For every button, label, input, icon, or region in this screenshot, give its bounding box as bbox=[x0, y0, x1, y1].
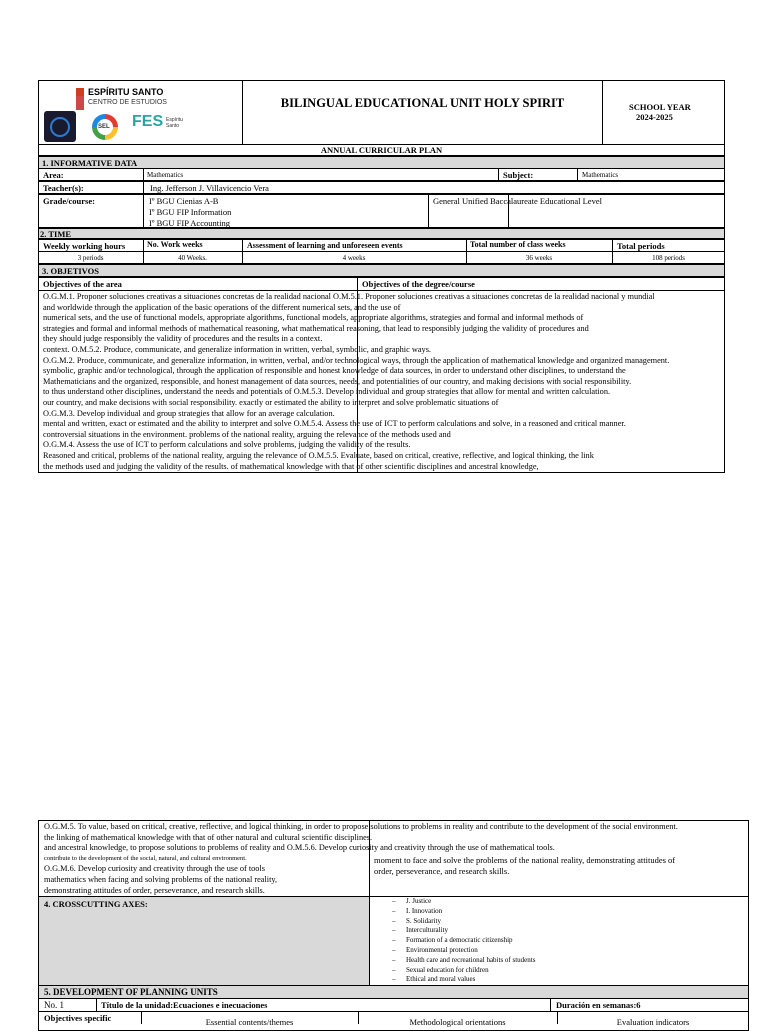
objective-line: context. O.M.5.2. Produce, communicate, and generalize information in written, verbal, symbolic, and graphic ways. bbox=[43, 344, 431, 354]
objective-line: and ancestral knowledge, to propose solutions to problems of reality and O.M.5.6. Develop curiosity and creativity through the use of mathematical tools. bbox=[44, 843, 555, 853]
crosscutting-title: 4. CROSSCUTTING AXES: bbox=[44, 899, 148, 909]
crosscutting-item: – Interculturality bbox=[392, 926, 535, 936]
time-header-weekly: Weekly working hours bbox=[43, 241, 126, 251]
objective-line: the linking of mathematical knowledge with that of other natural and cultural scientific disciplines. bbox=[44, 832, 373, 842]
unit-row-div-1 bbox=[96, 998, 97, 1012]
objective-line: our country, and make decisions with social responsibility. exactly or estimated the ability to interpret and solve problematic situations of bbox=[43, 397, 499, 407]
header-divider-1 bbox=[242, 80, 243, 145]
time-header-work-weeks: No. Work weeks bbox=[147, 240, 203, 249]
unit-row-div-2 bbox=[550, 998, 551, 1012]
school-year-label: SCHOOL YEAR bbox=[629, 102, 691, 112]
time-header-total-periods: Total periods bbox=[617, 241, 665, 251]
crosscutting-item: – Formation of a democratic citizenship bbox=[392, 936, 535, 946]
crosscutting-item: – Sexual education for children bbox=[392, 966, 535, 976]
crosscutting-list bbox=[392, 897, 535, 985]
teacher-row-div bbox=[143, 181, 144, 194]
section-time-header bbox=[38, 228, 725, 239]
time-value-total-periods: 108 periods bbox=[652, 254, 685, 262]
unit-col-objectives: Objectives specific bbox=[44, 1013, 112, 1023]
objective-line: and worldwide through the application of the basic operations of the different numerical sets, and the use of bbox=[43, 302, 401, 312]
school-name: BILINGUAL EDUCATIONAL UNIT HOLY SPIRIT bbox=[280, 96, 565, 110]
logo-name: ESPÍRITU SANTO bbox=[88, 87, 164, 97]
teacher-label: Teacher(s): bbox=[43, 183, 84, 193]
unit-col-contents: Essential contents/themes bbox=[205, 1017, 294, 1027]
time-row-separator bbox=[38, 251, 725, 252]
objective-line: they should judge responsibly the validity of procedures and the results in a context. bbox=[43, 334, 323, 344]
grade-row-div-1 bbox=[143, 194, 144, 228]
area-row-div-1 bbox=[143, 168, 144, 181]
grade-item-3: Iº BGU FIP Accounting bbox=[149, 218, 230, 228]
time-value-assessment: 4 weeks bbox=[342, 254, 366, 262]
grade-item-2: Iº BGU FIP Information bbox=[149, 207, 232, 217]
espiritu-badge bbox=[44, 111, 76, 142]
crosscutting-item: – S. Solidarity bbox=[392, 917, 535, 927]
unit-title: Título de la unidad:Ecuaciones e inecuaciones bbox=[101, 1000, 268, 1010]
objectives-col-area: Objectives of the area bbox=[43, 279, 122, 289]
time-header-assessment: Assessment of learning and unforeseen events bbox=[247, 241, 403, 250]
time-header-class-weeks: Total number of class weeks bbox=[470, 240, 566, 249]
area-label: Area: bbox=[43, 170, 64, 180]
section-objectives-title: 3. OBJETIVOS bbox=[42, 266, 99, 276]
objective-line: O.G.M.1. Proponer soluciones creativas a situaciones concretas de la realidad nacional O.M.5.1. Proponer soluciones creativas a situaciones concretas de la realidad nacional y mundial bbox=[43, 292, 655, 301]
crosscutting-col-div bbox=[369, 896, 370, 986]
fes-logo-text: FES bbox=[132, 113, 164, 130]
area-row-div-3 bbox=[577, 168, 578, 181]
section-planning-title: 5. DEVELOPMENT OF PLANNING UNITS bbox=[44, 987, 218, 997]
sel-logo-text: SEL bbox=[98, 124, 110, 130]
subject-value: Mathematics bbox=[582, 171, 619, 179]
teacher-row bbox=[38, 181, 725, 194]
grade-row-div-2 bbox=[428, 194, 429, 228]
grade-item-1: Iº BGU Cienias A-B bbox=[149, 196, 219, 206]
crosscutting-label-cell bbox=[39, 897, 369, 985]
header-divider-2 bbox=[602, 80, 603, 145]
crosscutting-item: – Health care and recreational habits of students bbox=[392, 956, 535, 966]
unit-number: No. 1 bbox=[44, 1000, 64, 1010]
area-value: Mathematics bbox=[147, 171, 184, 179]
teacher-value: Ing. Jefferson J. Villavicencio Vera bbox=[150, 183, 269, 193]
objective-line: O.G.M.6. Develop curiosity and creativity through the use of tools bbox=[44, 864, 265, 874]
objective-line: O.G.M.2. Produce, communicate, and generalize information, in written, verbal, and/or technological ways, through the application of mathematical knowledge and organized management. bbox=[43, 355, 670, 365]
fes-logo-subtitle: Espíritu Santo bbox=[166, 117, 183, 129]
objective-line: numerical sets, and the use of functional models, appropriate algorithms, functional models, appropriate algorithms, strategies and formal and informal methods of bbox=[43, 313, 584, 323]
objective-line: demonstrating attitudes of order, perseverance, and research skills. bbox=[44, 885, 265, 895]
time-value-work-weeks: 40 Weeks. bbox=[178, 254, 207, 262]
objectives-head-separator bbox=[38, 290, 725, 291]
plan-title: ANNUAL CURRICULAR PLAN bbox=[320, 145, 443, 155]
area-row bbox=[38, 168, 725, 181]
objective-line: O.G.M.3. Develop individual and group strategies that allow for an average calculation. bbox=[43, 408, 335, 418]
crosscutting-item: – Environmental protection bbox=[392, 946, 535, 956]
sel-logo bbox=[92, 114, 118, 140]
objective-line: controversial situations in the environment. problems of the national reality, arguing the relevance of the methods used and bbox=[43, 429, 451, 439]
logo-subtitle: CENTRO DE ESTUDIOS bbox=[88, 99, 167, 106]
school-logo bbox=[44, 84, 234, 142]
time-value-class-weeks: 36 weeks bbox=[525, 254, 553, 262]
crosscutting-item: – I. Innovation bbox=[392, 907, 535, 917]
objective-line: contribute to the development of the social, natural, and cultural environment. bbox=[44, 854, 247, 862]
objective-line: O.G.M.5. To value, based on critical, creative, reflective, and logical thinking, in order to propose solutions to problems in reality and contribute to the development of the social environment. bbox=[44, 822, 678, 831]
objective-line: the methods used and judging the validity of the results. of mathematical knowledge with that of other scientific disciplines and ancestral knowledge, bbox=[43, 461, 539, 471]
level-value: General Unified Baccalaureate Educational Level bbox=[433, 196, 602, 206]
subject-label: Subject: bbox=[503, 170, 534, 180]
objective-line: Reasoned and critical, problems of the national reality, arguing the relevance of O.M.5.5. Evaluate, based on critical, creative, reflective, and logical thinking, the link bbox=[43, 450, 594, 460]
unit-duration: Duración en semanas:6 bbox=[556, 1000, 641, 1010]
objective-line: Mathematicians and the organized, responsible, and honest management of data sources, needs, and potentialities of our country, and making decisions with social responsibility. bbox=[43, 376, 632, 386]
objective-line: mathematics when facing and solving problems of the national reality, bbox=[44, 874, 278, 884]
area-row-div-2 bbox=[498, 168, 499, 181]
unit-col-eval: Evaluation indicators bbox=[616, 1017, 690, 1027]
unit-col-methods: Methodological orientations bbox=[409, 1017, 506, 1027]
objective-line: to thus understand other disciplines, understand the needs and potentials of O.M.5.3. Develop individual and group strategies that allow for mental and written calculation. bbox=[43, 387, 611, 397]
objective-right-line: moment to face and solve the problems of the national reality, demonstrating attitudes of bbox=[374, 855, 676, 865]
objective-line: O.G.M.4. Assess the use of ICT to perform calculations and solve problems, judging the validity of the results. bbox=[43, 440, 411, 450]
section-objectives-header bbox=[38, 264, 725, 277]
objective-line: strategies and formal and informal methods of mathematical reasoning, what mathematical reasoning, that lead to responsibly judging the validity of procedures and bbox=[43, 323, 589, 333]
objective-line: mental and written, exact or estimated and the ability to interpret and solve O.M.5.4. Assess the use of ICT to perform calculations and solve, in a reasoned and critical manner. bbox=[43, 419, 626, 429]
grade-label: Grade/course: bbox=[43, 196, 95, 206]
grade-row bbox=[38, 194, 725, 228]
time-value-weekly: 3 periods bbox=[77, 254, 104, 262]
badge-ring bbox=[50, 117, 70, 137]
section-informative-title: 1. INFORMATIVE DATA bbox=[42, 158, 138, 168]
crosscutting-item: – J. Justice bbox=[392, 897, 535, 907]
section-time-title: 2. TIME bbox=[40, 229, 72, 239]
objectives-col-degree: Objectives of the degree/course bbox=[362, 279, 475, 289]
school-year: 2024-2025 bbox=[636, 112, 673, 122]
objective-right-line: order, perseverance, and research skills. bbox=[374, 866, 510, 876]
crosscutting-item: – Ethical and moral values bbox=[392, 975, 535, 985]
objectives-text bbox=[43, 292, 723, 472]
logo-red-block bbox=[76, 88, 84, 110]
objective-line: symbolic, graphic and/or technological, through the application of responsible and honest knowledge of data sources, in order to understand other disciplines, to understand the bbox=[43, 366, 626, 376]
